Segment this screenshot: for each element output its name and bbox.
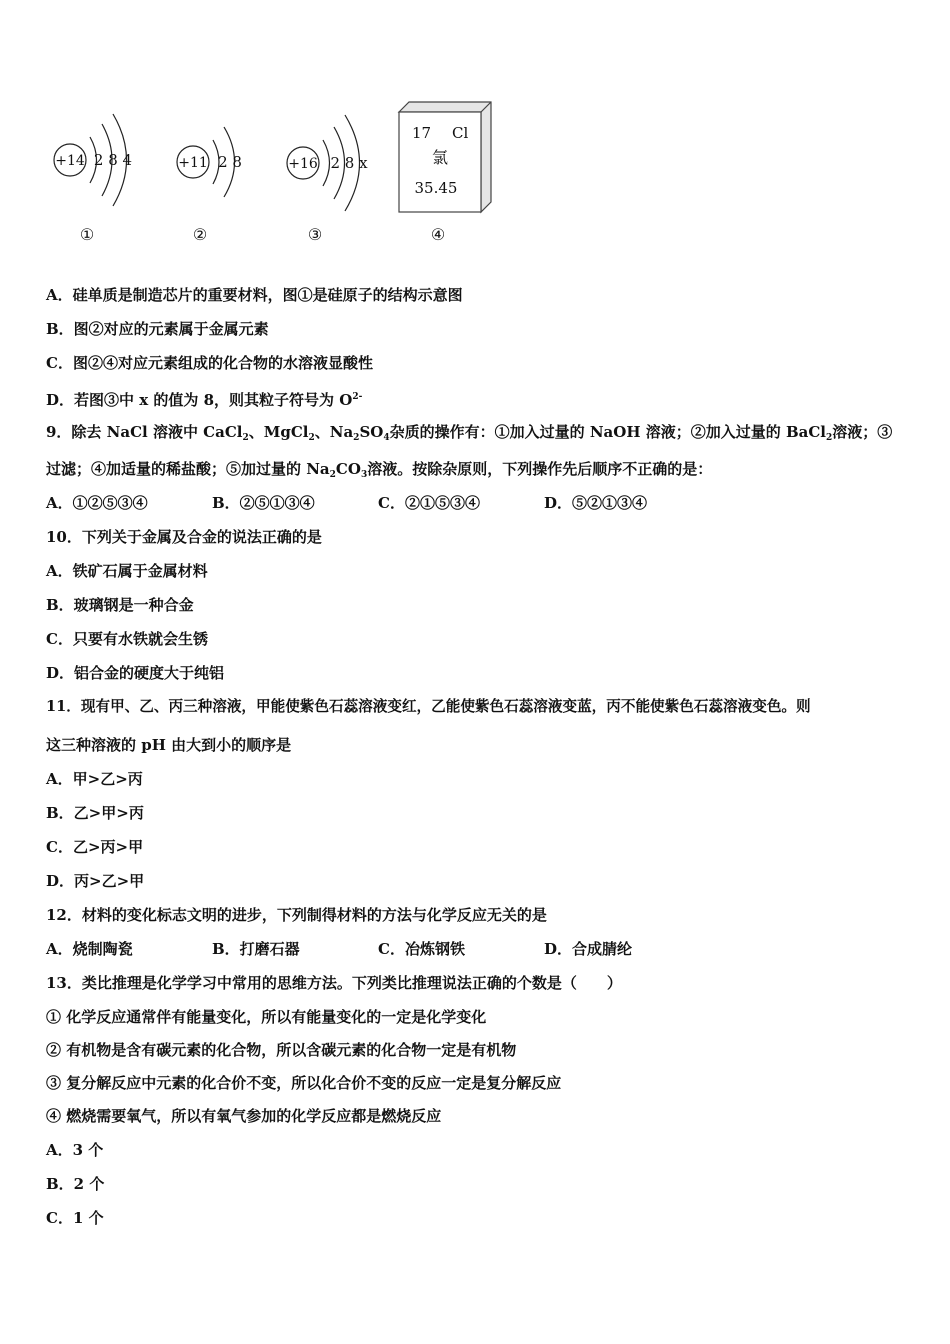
q8-option-c: C．图②④对应元素组成的化合物的水溶液显酸性: [46, 354, 373, 372]
element-name: 氯: [431, 148, 449, 167]
q9-option-a: A．①②⑤③④: [46, 494, 148, 512]
q11-option-d: D．丙>乙>甲: [46, 872, 145, 890]
atom-1-shells: 2 8 4: [93, 151, 133, 169]
q12-option-a: A．烧制陶瓷: [46, 940, 133, 958]
q13-option-b: B．2 个: [46, 1175, 105, 1193]
q9-option-d: D．⑤②①③④: [544, 494, 648, 512]
q11-option-a: A．甲>乙>丙: [46, 770, 143, 788]
q12-stem: 12．材料的变化标志文明的进步，下列制得材料的方法与化学反应无关的是: [46, 906, 547, 924]
q11-option-c: C．乙>丙>甲: [46, 838, 144, 856]
q11-stem-line2: 这三种溶液的 pH 由大到小的顺序是: [46, 736, 292, 754]
figure-label-1: ①: [79, 225, 95, 244]
atom-diagram-3: [287, 115, 368, 244]
element-symbol: Cl: [452, 124, 469, 142]
q9-options: [46, 493, 647, 513]
atomic-number: 17: [412, 124, 432, 142]
q13-item-3: ③ 复分解反应中元素的化合价不变，所以化合价不变的反应一定是复分解反应: [46, 1074, 562, 1092]
q11-stem-line1: 11．现有甲、乙、丙三种溶液，甲能使紫色石蕊溶液变红，乙能使紫色石蕊溶液变蓝，丙不能使紫色石蕊溶液变色。则: [46, 698, 811, 715]
q10-option-c: C．只要有水铁就会生锈: [46, 630, 208, 648]
atomic-structure-figures: [0, 0, 950, 260]
q13-stem: 13．类比推理是化学学习中常用的思维方法。下列类比推理说法正确的个数是（ ）: [46, 974, 622, 992]
q13-item-2: ② 有机物是含有碳元素的化合物，所以含碳元素的化合物一定是有机物: [46, 1041, 517, 1059]
q13-item-1: ① 化学反应通常伴有能量变化，所以有能量变化的一定是化学变化: [46, 1008, 487, 1026]
atom-1-nucleus: +14: [55, 153, 85, 169]
figure-label-3: ③: [307, 225, 323, 244]
periodic-table-cell-chlorine: [399, 102, 491, 244]
atom-3-nucleus: +16: [288, 156, 318, 172]
atom-diagram-2: [177, 127, 242, 244]
atom-3-shells: 2 8 x: [330, 154, 368, 172]
figure-label-4: ④: [430, 225, 446, 244]
atom-2-nucleus: +11: [178, 155, 208, 171]
q12-options: [46, 939, 632, 959]
q10-option-d: D．铝合金的硬度大于纯铝: [46, 664, 225, 682]
q13-item-4: ④ 燃烧需要氧气，所以有氧气参加的化学反应都是燃烧反应: [46, 1107, 442, 1125]
q10-option-b: B．玻璃钢是一种合金: [46, 596, 194, 614]
q10-stem: 10．下列关于金属及合金的说法正确的是: [46, 528, 322, 546]
atom-diagram-1: [54, 114, 132, 244]
q9-stem-line1: 9．除去 NaCl 溶液中 CaCl$_2$、MgCl$_2$、$Na_2SO_4$杂质的操作有：①加入过量的 NaOH 溶液；②加入过量的 BaCl$_2$溶液；③: [46, 423, 893, 443]
q11-option-b: B．乙>甲>丙: [46, 804, 144, 822]
atomic-mass: 35.45: [414, 179, 458, 197]
q13-option-c: C．1 个: [46, 1209, 104, 1227]
figure-label-2: ②: [192, 225, 208, 244]
q8-option-d-text: D．若图③中 x 的值为 8，则其粒子符号为 O: [46, 391, 353, 409]
q9-option-c: C．②①⑤③④: [378, 494, 480, 512]
q9-option-b: B．②⑤①③④: [212, 494, 315, 512]
q8-option-b: B．图②对应的元素属于金属元素: [46, 320, 269, 338]
q9-stem-line2: 过滤；④加适量的稀盐酸；⑤加过量的 $Na_2CO_3$溶液。按除杂原则，下列操作先后顺序不正确的是：: [46, 460, 713, 480]
ion-charge: 2-: [352, 392, 363, 402]
q13-option-a: A．3 个: [46, 1141, 104, 1159]
q12-option-d: D．合成腈纶: [544, 940, 633, 958]
q8-option-a: A．硅单质是制造芯片的重要材料，图①是硅原子的结构示意图: [46, 286, 463, 304]
q12-option-c: C．冶炼钢铁: [378, 940, 465, 958]
q8-option-d: [46, 387, 362, 410]
q10-option-a: A．铁矿石属于金属材料: [46, 562, 208, 580]
atom-2-shells: 2 8: [218, 153, 242, 171]
q12-option-b: B．打磨石器: [212, 940, 300, 958]
